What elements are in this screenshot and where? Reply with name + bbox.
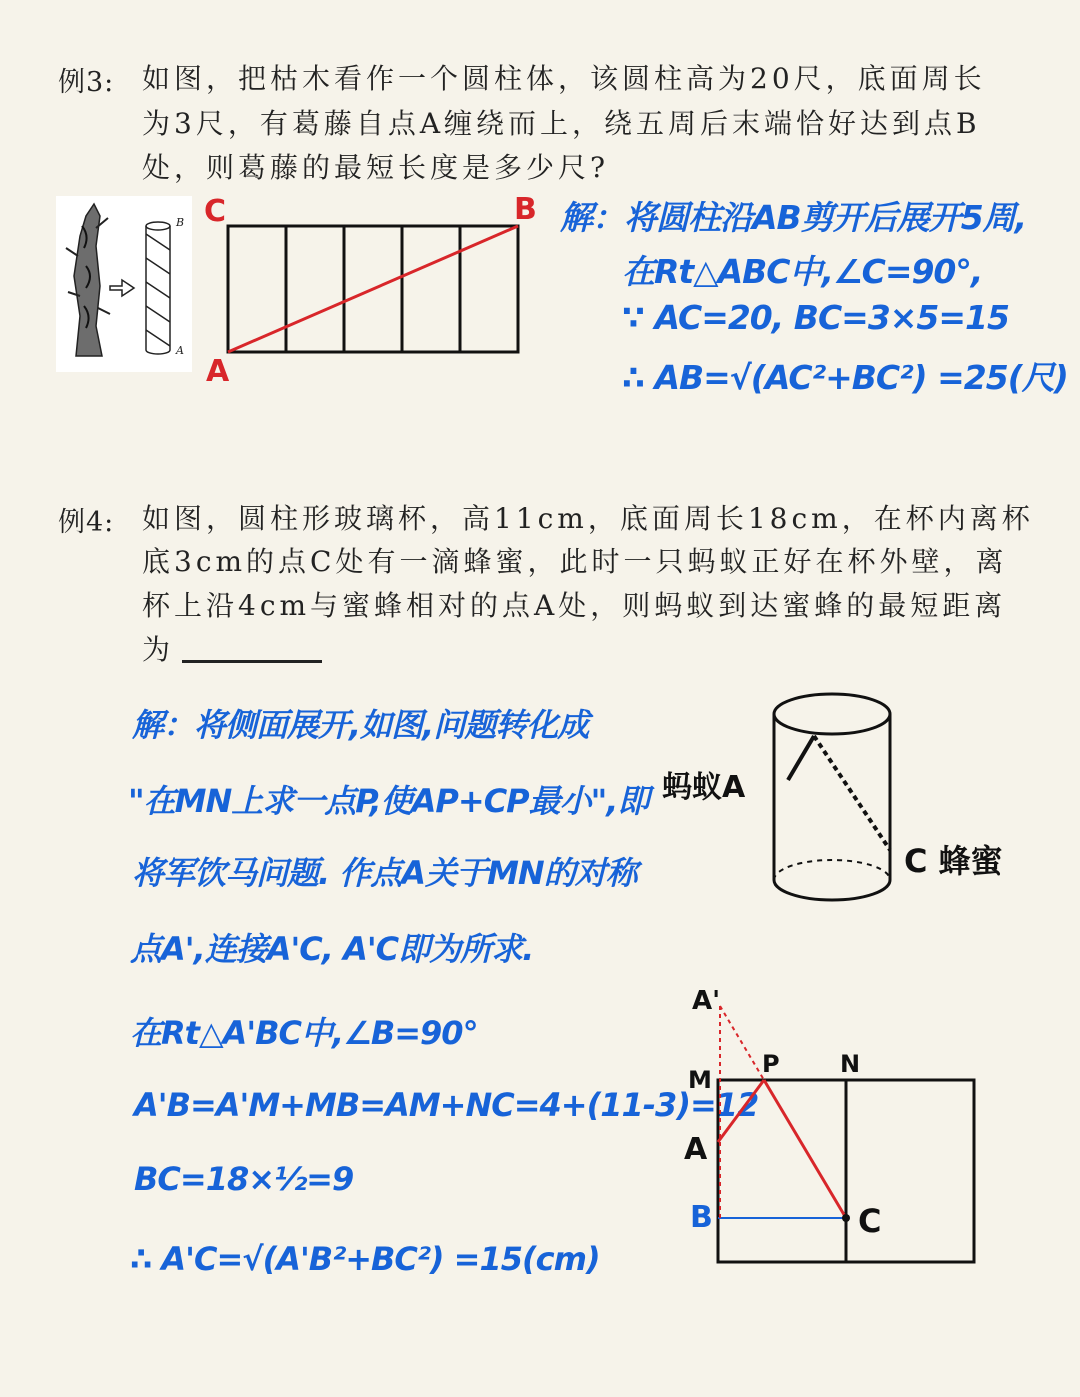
tree-cylinder-illustration xyxy=(56,196,192,372)
example4-solution-line: 将军饮马问题. 作点A关于MN的对称 xyxy=(132,854,637,892)
label-c: C xyxy=(858,1202,882,1240)
example4-solution-line: "在MN上求一点P,使AP+CP最小",即 xyxy=(128,782,649,820)
label-c: C xyxy=(204,194,227,229)
example3-question-line: 为3尺，有葛藤自点A缠绕而上，绕五周后末端恰好达到点B xyxy=(142,107,981,140)
example4-question-line: 底3cm的点C处有一滴蜂蜜，此时一只蚂蚁正好在杯外壁，离 xyxy=(142,545,1008,578)
label-b: B xyxy=(690,1200,713,1235)
honey-path xyxy=(814,736,890,850)
label-a: A xyxy=(206,354,230,389)
example3-question-line: 如图，把枯木看作一个圆柱体，该圆柱高为20尺，底面周长 xyxy=(142,62,986,95)
example3-solution-line: 解：将圆柱沿AB剪开后展开5周, xyxy=(560,198,1027,237)
label-b: B xyxy=(514,192,537,227)
small-cylinder-label-b: B xyxy=(176,216,185,229)
example3-label: 例3: xyxy=(58,67,115,98)
example3-solution-line: ∴ AB=√(AC²+BC²) =25(尺) xyxy=(622,358,1068,397)
honey-label: C 蜂蜜 xyxy=(904,842,1003,880)
example3-question-line: 处，则葛藤的最短长度是多少尺? xyxy=(142,151,610,184)
ant-label: 蚂蚁A xyxy=(662,770,746,805)
label-p: P xyxy=(762,1050,780,1078)
segment-aprime-p xyxy=(720,1006,764,1080)
label-n: N xyxy=(840,1050,861,1078)
glass-cylinder-diagram xyxy=(760,688,910,928)
ant-path xyxy=(788,736,814,780)
label-a-prime: A' xyxy=(692,986,721,1016)
example4-solution-line: 点A',连接A'C, A'C即为所求. xyxy=(130,930,534,968)
answer-prefix: 为 xyxy=(142,633,175,666)
label-m: M xyxy=(688,1066,712,1094)
unfolded-rectangle-diagram xyxy=(220,220,530,360)
example4-solution-line: ∴ A'C=√(A'B²+BC²) =15(cm) xyxy=(130,1240,600,1278)
label-a: A xyxy=(684,1132,708,1167)
example4-solution-line: 在Rt△A'BC中,∠B=90° xyxy=(130,1014,478,1052)
example4-question-line: 杯上沿4cm与蜜蜂相对的点A处，则蚂蚁到达蜜蜂的最短距离 xyxy=(142,589,1007,622)
segment-pc xyxy=(764,1080,846,1218)
example4-label: 例4: xyxy=(58,507,115,538)
example3-solution-line: ∵ AC=20, BC=3×5=15 xyxy=(622,298,1009,337)
example4-question-line: 如图，圆柱形玻璃杯，高11cm，底面周长18cm，在杯内离杯 xyxy=(142,502,1034,535)
segment-ap xyxy=(718,1080,764,1142)
unfolded-side-diagram xyxy=(700,980,990,1280)
example4-solution-line: A'B=A'M+MB=AM+NC=4+(11-3)=12 xyxy=(134,1086,759,1124)
answer-blank xyxy=(182,659,322,663)
example4-solution-line: 解：将侧面展开,如图,问题转化成 xyxy=(132,706,589,744)
segment-ab xyxy=(228,226,518,352)
example4-question-line xyxy=(142,628,322,668)
example4-solution-line: BC=18×½=9 xyxy=(134,1160,354,1198)
example3-solution-line: 在Rt△ABC中,∠C=90°, xyxy=(622,252,983,291)
small-cylinder-label-a: A xyxy=(176,344,184,357)
